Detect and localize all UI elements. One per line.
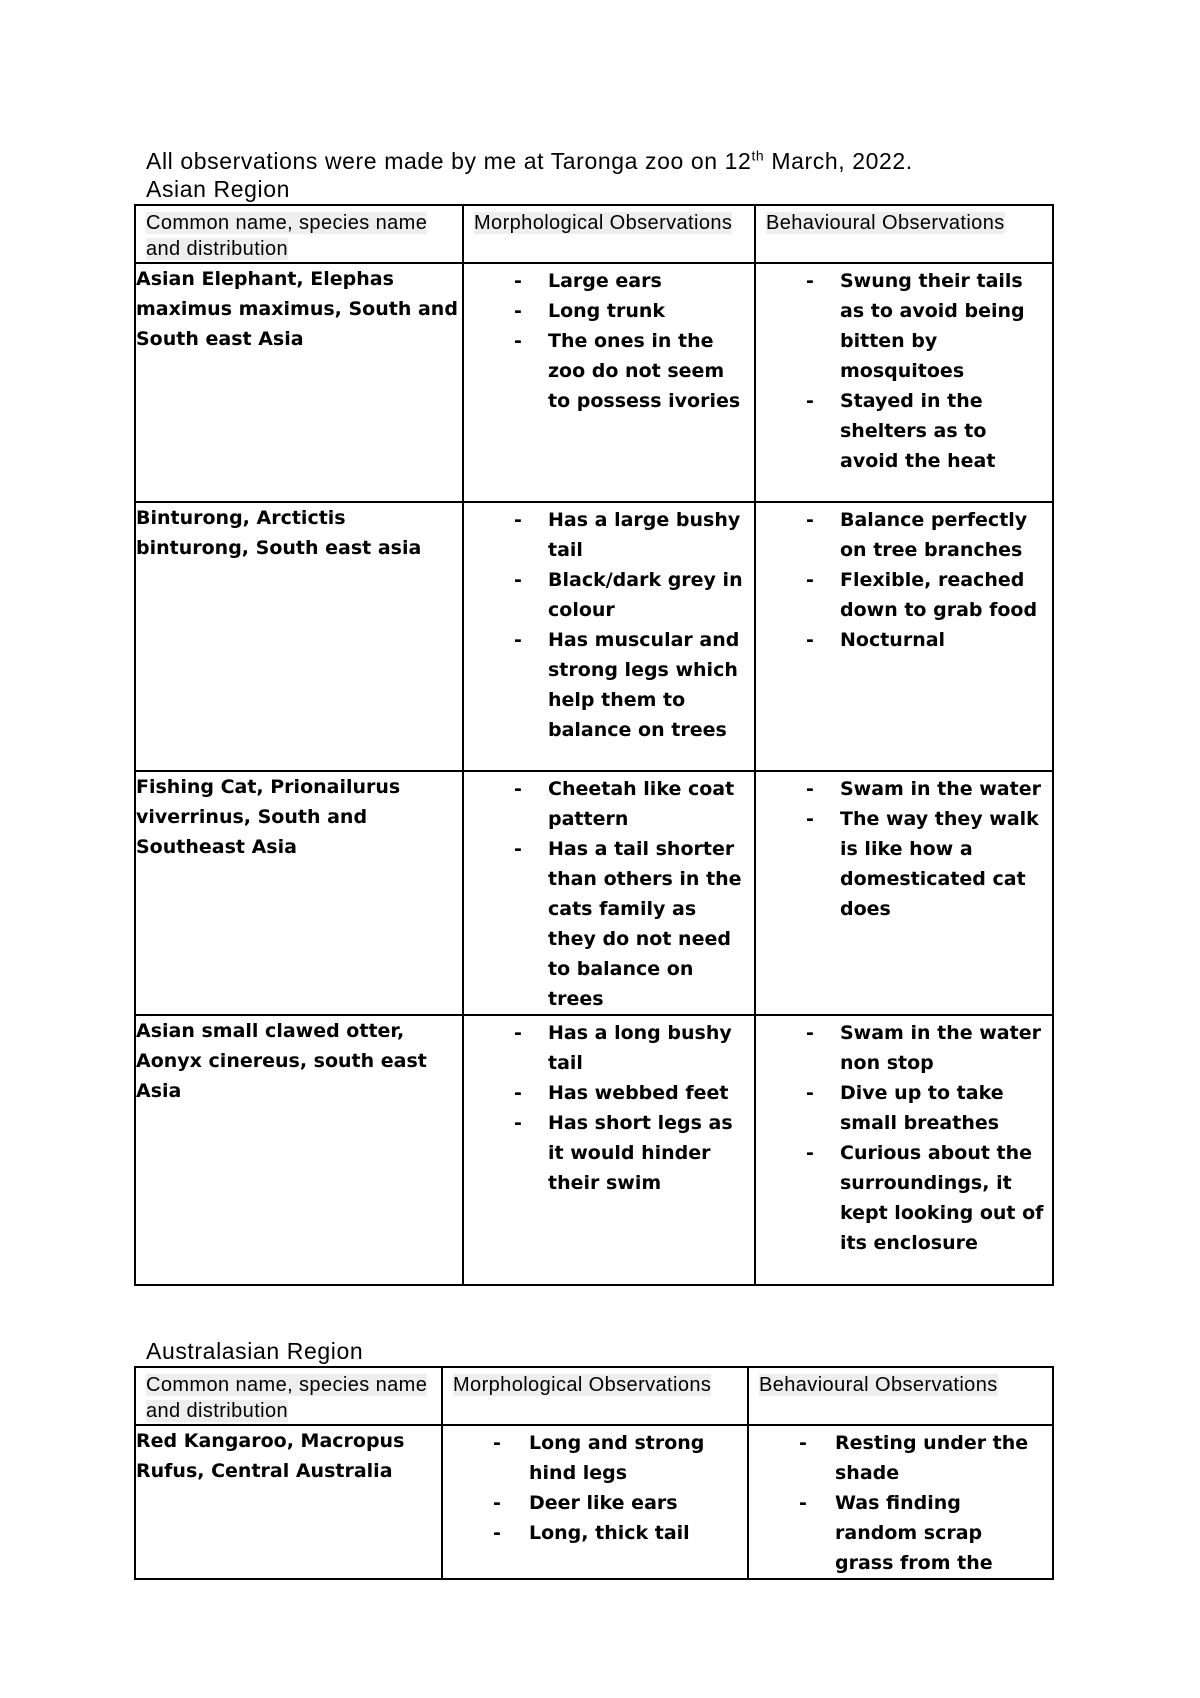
- table-header-row: [135, 1367, 1053, 1425]
- list-item: - The ones in the zoo do not seem to possess ivories: [514, 330, 741, 412]
- list-item: - Has muscular and strong legs which help them to balance on trees: [514, 629, 740, 741]
- behavioural-cell: [755, 263, 1053, 502]
- table-row: [135, 771, 1053, 1015]
- table-row: [135, 502, 1053, 771]
- species-name: Asian Elephant, Elephas maximus maximus, South and South east Asia: [135, 263, 463, 502]
- intro-text: All observations were made by me at Taronga zoo on 12: [146, 148, 752, 174]
- table-row: [135, 1425, 1053, 1579]
- header-morphological: Morphological Observations: [442, 1367, 748, 1425]
- header-common-name: Common name, species name and distribution: [135, 205, 463, 263]
- morphological-cell: [463, 502, 755, 771]
- list-item: - Dive up to take small breathes: [806, 1082, 1004, 1134]
- table-row: [135, 263, 1053, 502]
- list-item: - Swam in the water: [806, 778, 1041, 800]
- list-item: - Long, thick tail: [493, 1522, 690, 1544]
- australasian-region-title: Australasian Region: [146, 1338, 364, 1364]
- intro-superscript: th: [751, 147, 765, 164]
- asian-region-title: Asian Region: [146, 176, 291, 202]
- species-name: Asian small clawed otter, Aonyx cinereus, south east Asia: [135, 1015, 463, 1285]
- header-morphological: Morphological Observations: [463, 205, 755, 263]
- intro-sentence: [146, 146, 913, 176]
- list-item: - Has a large bushy tail: [514, 509, 741, 561]
- table-row: [135, 1015, 1053, 1285]
- table-header-row: [135, 205, 1053, 263]
- behavioural-cell: [748, 1425, 1053, 1579]
- header-behavioural: Behavioural Observations: [748, 1367, 1053, 1425]
- list-item: - Cheetah like coat pattern: [514, 778, 735, 830]
- list-item: - Deer like ears: [493, 1492, 678, 1514]
- list-item: - Resting under the shade: [799, 1432, 1029, 1484]
- list-item: - Swung their tails as to avoid being bitten by mosquitoes: [806, 270, 1025, 382]
- list-item: - Large ears: [514, 270, 662, 292]
- species-name: Binturong, Arctictis binturong, South east asia: [135, 502, 463, 771]
- species-name: Fishing Cat, Prionailurus viverrinus, South and Southeast Asia: [135, 771, 463, 1015]
- list-item: - Was finding random scrap grass from the: [799, 1492, 993, 1574]
- list-item: - Has a long bushy tail: [514, 1022, 732, 1074]
- species-name: Red Kangaroo, Macropus Rufus, Central Australia: [135, 1425, 442, 1579]
- list-item: - The way they walk is like how a domesticated cat does: [806, 808, 1039, 920]
- list-item: - Flexible, reached down to grab food: [806, 569, 1038, 621]
- behavioural-cell: [755, 771, 1053, 1015]
- header-common-name: Common name, species name and distribution: [135, 1367, 442, 1425]
- list-item: - Has a tail shorter than others in the cats family as they do not need to balance on trees: [514, 838, 742, 1010]
- list-item: - Stayed in the shelters as to avoid the heat: [806, 390, 996, 472]
- list-item: - Curious about the surroundings, it kept looking out of its enclosure: [806, 1142, 1044, 1254]
- list-item: - Black/dark grey in colour: [514, 569, 743, 621]
- intro-text-end: March, 2022.: [764, 148, 913, 174]
- morphological-cell: [442, 1425, 748, 1579]
- morphological-cell: [463, 771, 755, 1015]
- list-item: - Long trunk: [514, 300, 666, 322]
- header-behavioural: Behavioural Observations: [755, 205, 1053, 263]
- list-item: - Swam in the water non stop: [806, 1022, 1041, 1074]
- behavioural-cell: [755, 1015, 1053, 1285]
- behavioural-cell: [755, 502, 1053, 771]
- morphological-cell: [463, 263, 755, 502]
- list-item: - Long and strong hind legs: [493, 1432, 705, 1484]
- asian-region-table: [134, 204, 1054, 1286]
- australasian-region-table: [134, 1366, 1054, 1580]
- list-item: - Has short legs as it would hinder their swim: [514, 1112, 733, 1194]
- list-item: - Has webbed feet: [514, 1082, 729, 1104]
- morphological-cell: [463, 1015, 755, 1285]
- list-item: - Nocturnal: [806, 629, 946, 651]
- list-item: - Balance perfectly on tree branches: [806, 509, 1028, 561]
